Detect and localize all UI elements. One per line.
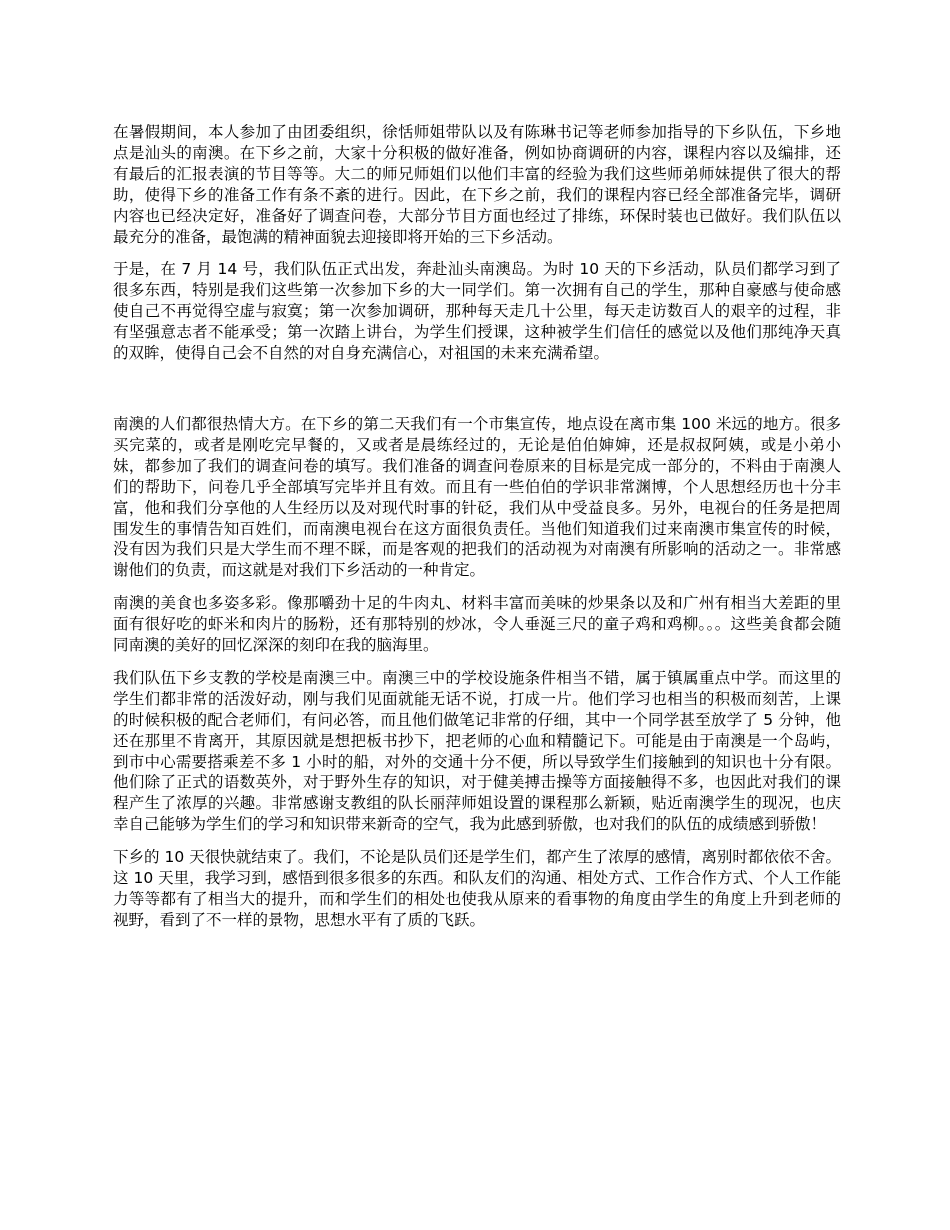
- paragraph-gap: [113, 376, 841, 414]
- document-body: [113, 122, 841, 943]
- paragraph-market-promotion: 南澳的人们都很热情大方。在下乡的第二天我们有一个市集宣传，地点设在离市集 100 米远的地方。很多买完菜的，或者是刚吃完早餐的，又或者是晨练经过的，无论是伯伯婶婶，还是叔叔阿姨，或是小弟小妹，都参加了我们的调查问卷的填写。我们准备的调查问卷原来的目标是完成一部分的，不料由于南澳人们的帮助下，问卷几乎全部填写完毕并且有效。而且有一些伯伯的学识非常渊博，个人思想经历也十分丰富，他和我们分享他的人生经历以及对现代时事的针砭，我们从中受益良多。另外，电视台的任务是把周围发生的事情告知百姓们，而南澳电视台在这方面很负责任。当他们知道我们过来南澳市集宣传的时候，没有因为我们只是大学生而不理不睬，而是客观的把我们的活动视为对南澳有所影响的活动之一。非常感谢他们的负责，而这就是对我们下乡活动的一种肯定。: [113, 414, 841, 580]
- paragraph-preparation: 在暑假期间，本人参加了由团委组织，徐恬师姐带队以及有陈琳书记等老师参加指导的下乡队伍，下乡地点是汕头的南澳。在下乡之前，大家十分积极的做好准备，例如协商调研的内容，课程内容以及编排，还有最后的汇报表演的节目等等。大二的师兄师姐们以他们丰富的经验为我们这些师弟师妹提供了很大的帮助，使得下乡的准备工作有条不紊的进行。因此，在下乡之前，我们的课程内容已经全部准备完毕，调研内容也已经决定好，准备好了调查问卷，大部分节目方面也经过了排练，环保时装也已做好。我们队伍以最充分的准备，最饱满的精神面貌去迎接即将开始的三下乡活动。: [113, 123, 841, 246]
- paragraph-departure: 于是，在 7 月 14 号，我们队伍正式出发，奔赴汕头南澳岛。为时 10 天的下乡活动，队员们都学习到了很多东西，特别是我们这些第一次参加下乡的大一同学们。第一次拥有自己的学生，那种自豪感与使命感使自己不再觉得空虚与寂寞；第一次参加调研，那种每天走几十公里，每天走访数百人的艰辛的过程，非有坚强意志者不能承受；第一次踏上讲台，为学生们授课，这种被学生们信任的感觉以及他们那纯净天真的双眸，使得自己会不自然的对自身充满信心，对祖国的未来充满希望。: [113, 260, 841, 363]
- paragraph-school-teaching: 我们队伍下乡支教的学校是南澳三中。南澳三中的学校设施条件相当不错，属于镇属重点中学。而这里的学生们都非常的活泼好动，刚与我们见面就能无话不说，打成一片。他们学习也相当的积极而刻苦，上课的时候积极的配合老师们，有问必答，而且他们做笔记非常的仔细，其中一个同学甚至放学了 5 分钟，他还在那里不肯离开，其原因就是想把板书抄下，把老师的心血和精髓记下。可能是由于南澳是一个岛屿，到市中心需要搭乘差不多 1 小时的船，对外的交通十分不便，所以导致学生们接触到的知识也十分有限。他们除了正式的语数英外，对于野外生存的知识，对于健美搏击操等方面接触得不多，也因此对我们的课程产生了浓厚的兴趣。非常感谢支教组的队长丽萍师姐设置的课程那么新颖，贴近南澳学生的现况，也庆幸自己能够为学生们的学习和知识带来新奇的空气，我为此感到骄傲，也对我们的队伍的成绩感到骄傲！: [113, 668, 841, 834]
- paragraph-conclusion: 下乡的 10 天很快就结束了。我们，不论是队员们还是学生们，都产生了浓厚的感情，离别时都依依不舍。这 10 天里，我学习到，感悟到很多很多的东西。和队友们的沟通、相处方式、工作合作方式、个人工作能力等等都有了相当大的提升，而和学生们的相处也使我从原来的看事物的角度由学生的角度上升到老师的视野，看到了不一样的景物，思想水平有了质的飞跃。: [113, 848, 841, 929]
- paragraph-local-food: 南澳的美食也多姿多彩。像那嚼劲十足的牛肉丸、材料丰富而美味的炒果条以及和广州有相当大差距的里面有很好吃的虾米和肉片的肠粉，还有那特别的炒冰，令人垂涎三尺的童子鸡和鸡柳。。。这些美食都会随同南澳的美好的回忆深深的刻印在我的脑海里。: [113, 594, 841, 655]
